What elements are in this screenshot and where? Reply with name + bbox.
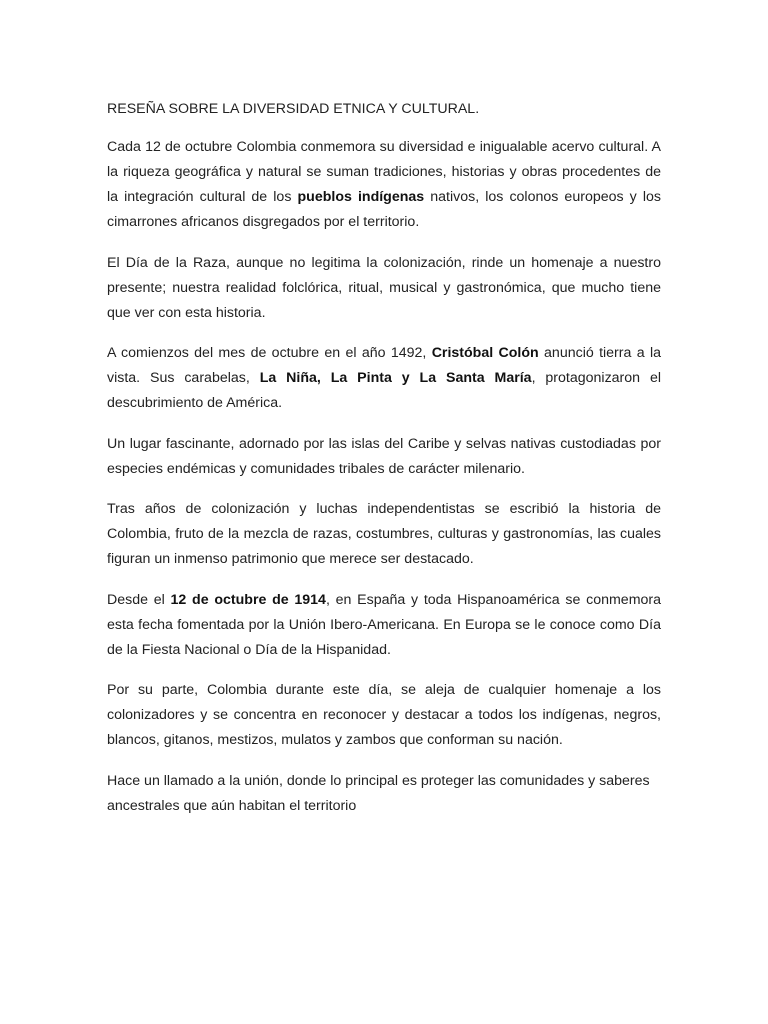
- paragraph-1-text-c: nativos, los colonos europeos y los cimarrones africanos disgregados por el territorio.: [107, 189, 661, 230]
- paragraph-6: [107, 588, 661, 663]
- paragraph-1-text-a: Cada 12 de octubre Colombia conmemora su diversidad e inigualable acervo cultural. A la riqueza geográfica y natural se suman tradiciones, historias y obras procedentes de la integración cultural de los: [107, 139, 661, 205]
- document-page: [107, 97, 661, 834]
- paragraph-8: Hace un llamado a la unión, donde lo principal es proteger las comunidades y saberes ancestrales que aún habitan el territorio: [107, 772, 650, 814]
- paragraph-1: [107, 135, 661, 235]
- document-title: RESEÑA SOBRE LA DIVERSIDAD ETNICA Y CULTURAL.: [107, 101, 480, 117]
- paragraph-3-bold-ships: La Niña, La Pinta y La Santa María: [259, 370, 532, 386]
- paragraph-6-bold-date: 12 de octubre de 1914: [170, 591, 326, 608]
- paragraph-3: [107, 341, 661, 416]
- paragraph-4: Un lugar fascinante, adornado por las islas del Caribe y selvas nativas custodiadas por especies endémicas y comunidades tribales de carácter milenario.: [107, 435, 661, 477]
- paragraph-6-text-a: Desde el: [107, 591, 171, 608]
- paragraph-3-text-a: A comienzos del mes de octubre en el año 1492,: [107, 345, 432, 361]
- paragraph-1-bold: pueblos indígenas: [297, 189, 425, 205]
- paragraph-7: Por su parte, Colombia durante este día, se aleja de cualquier homenaje a los colonizadores y se concentra en reconocer y destacar a todos los indígenas, negros, blancos, gitanos, mestizos, mulatos y zambos que conforman su nación.: [107, 682, 661, 748]
- paragraph-6-text-c: , en España y toda Hispanoamérica se conmemora esta fecha fomentada por la Unión Ibero-Americana. En Europa se le conoce como Día de la Fiesta Nacional o Día de la Hispanidad.: [107, 591, 662, 658]
- paragraph-3-bold-name: Cristóbal Colón: [431, 345, 539, 361]
- paragraph-3-text-c: anunció tierra a la vista. Sus carabelas,: [107, 345, 661, 386]
- paragraph-3-text-e: , protagonizaron el descubrimiento de América.: [107, 370, 661, 411]
- paragraph-5: Tras años de colonización y luchas independentistas se escribió la historia de Colombia, fruto de la mezcla de razas, costumbres, culturas y gastronomías, las cuales figuran un inmenso patrimonio que merece ser destacado.: [107, 501, 661, 567]
- paragraph-2: El Día de la Raza, aunque no legitima la colonización, rinde un homenaje a nuestro presente; nuestra realidad folclórica, ritual, musical y gastronómica, que mucho tiene que ver con esta historia.: [107, 254, 661, 321]
